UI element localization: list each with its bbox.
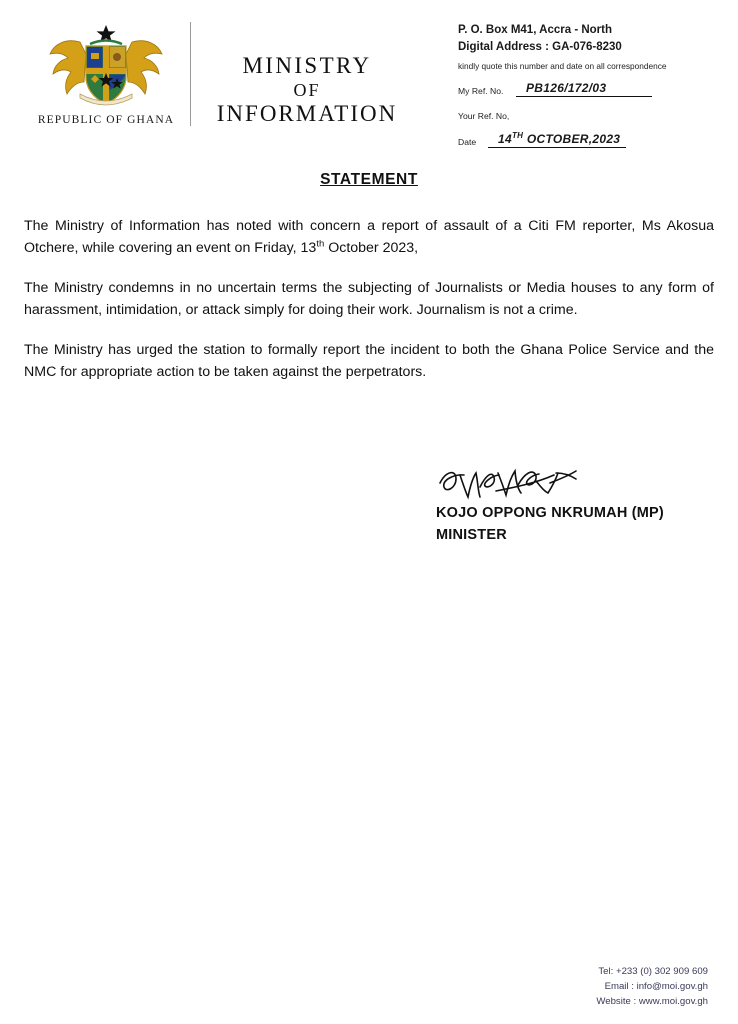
- my-ref-value: PB126/172/03: [516, 81, 652, 97]
- ministry-title-line-2: OF: [293, 79, 321, 100]
- page-title: STATEMENT: [320, 171, 418, 189]
- crest-block: [26, 16, 186, 126]
- your-ref-value: [516, 121, 532, 122]
- date-month-year: OCTOBER,2023: [523, 131, 621, 146]
- letterhead-header: [0, 0, 738, 147]
- header-divider: [190, 22, 191, 126]
- my-ref-label: My Ref. No.: [458, 85, 504, 96]
- address-block: [458, 22, 708, 148]
- signatory-role: MINISTER: [436, 526, 507, 543]
- paragraph-3: The Ministry has urged the station to formally report the incident to both the Ghana Police Service and the NMC for appropriate action to be taken against the perpetrators.: [24, 342, 714, 381]
- crest-caption: REPUBLIC OF GHANA: [37, 114, 175, 126]
- date-row: [458, 131, 708, 148]
- footer-website: Website : www.moi.gov.gh: [596, 996, 708, 1008]
- date-label: Date: [458, 136, 477, 147]
- quote-note: kindly quote this number and date on all correspondence: [458, 60, 667, 71]
- date-ordinal: TH: [511, 130, 524, 140]
- your-ref-row: [458, 106, 708, 122]
- postal-address: P. O. Box M41, Accra - North: [458, 24, 613, 36]
- date-value: [488, 131, 626, 148]
- paragraph-1: [24, 215, 714, 259]
- footer-email: Email : info@moi.gov.gh: [604, 981, 708, 993]
- handwritten-signature-icon: [436, 461, 606, 501]
- ghana-coat-of-arms-icon: [46, 24, 166, 110]
- date-day: 14: [498, 131, 512, 146]
- ministry-title-block: [207, 16, 407, 127]
- paragraph-2: The Ministry condemns in no uncertain terms the subjecting of Journalists or Media houses to any form of harassment, intimidation, or attack simply for doing their work. Journalism is not a crime.: [24, 280, 714, 319]
- paragraph-1-part-2: October 2023,: [324, 240, 419, 257]
- document-body: [0, 171, 738, 383]
- your-ref-label: Your Ref. No,: [458, 110, 510, 121]
- signatory-name: KOJO OPPONG NKRUMAH (MP): [436, 505, 664, 522]
- ministry-title-line-1: MINISTRY: [242, 53, 372, 78]
- my-ref-row: [458, 81, 708, 97]
- ministry-title-line-3: INFORMATION: [216, 101, 398, 127]
- signature-block: [0, 461, 738, 547]
- paragraph-1-part-1: The Ministry of Information has noted with concern a report of assault of a Citi FM reporter, Ms Akosua Otchere, while covering an event on Friday, 13: [24, 218, 714, 257]
- footer-contact-block: [596, 965, 708, 1010]
- digital-address: Digital Address : GA-076-8230: [458, 41, 622, 54]
- paragraph-1-ordinal: th: [316, 238, 325, 250]
- footer-tel: Tel: +233 (0) 302 909 609: [598, 966, 708, 978]
